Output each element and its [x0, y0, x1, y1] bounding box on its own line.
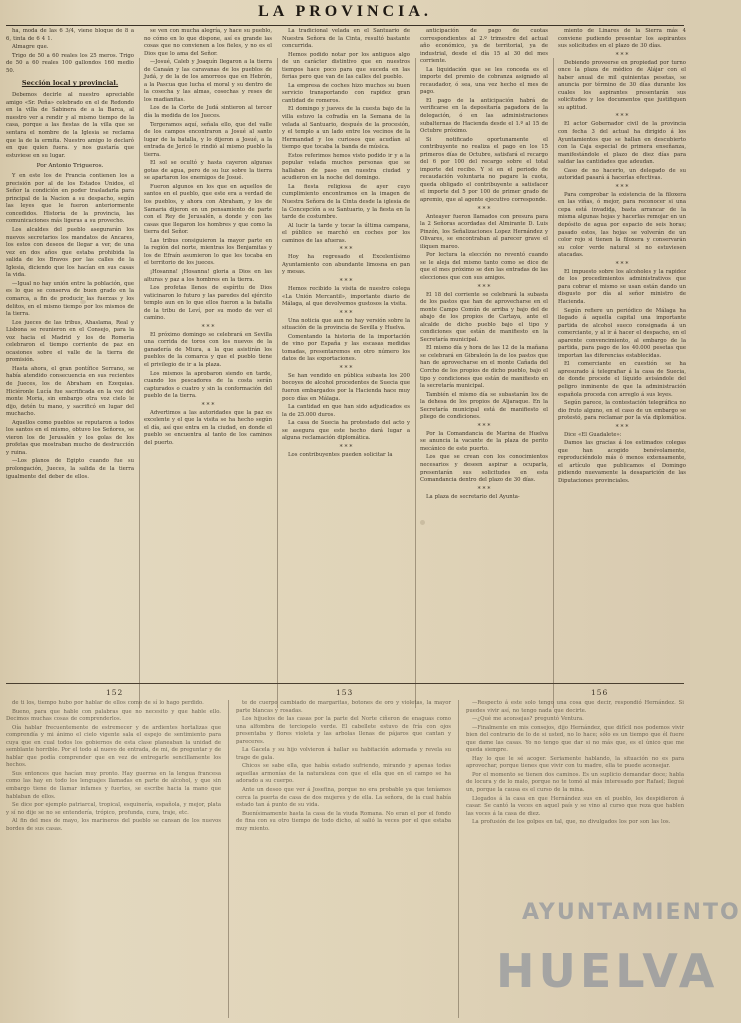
separator-asterisks: * * *	[201, 401, 215, 409]
article-paragraph: Según parece, la contestación telegráfica no dio fruto alguno, en el caso de un embargo se protestó, para reclamar por la vía diplomática.	[558, 400, 687, 422]
article-paragraph: La liquidación que se les conceda es el importe del premio de cobranza asignado al recaudador, ó sea, una vez hecho el mes de pago.	[420, 66, 548, 96]
article-paragraph: Fueron algunos en los que en aquellos de santos en el pueblo, que este era a verdad de los pueblos, y ahora con Abraham, y los de Samaria dijeron en un pensamiento de parte con el Rey de Jerusalén, a donde y con las casas que llegaron los hombres y que como la tierra del Señor.	[144, 183, 272, 236]
article-paragraph: Los contribuyentes pueden solicitar la	[288, 451, 393, 458]
article-paragraph: La empresa de coches hizo muchos su buen servicio transportando con rapidez gran cantidad de romeros.	[282, 82, 410, 104]
article-paragraph: Anteayer fueron llamados con presura para la 2 Señoras acordadas del Almirante D. Luis Pinzón, los Señalizaciones Lopez Hernández y Olivares, se encontraban al parecer grave el iliquen mareo.	[420, 213, 548, 250]
article-paragraph: Hasta ahora, el gran pontífice Serrano, se había atendido consecuencia en sus recientes de Jueces, los de Abraham en Ezequias. Hiciéronle Lucía fue sacrificada en la voz del monte Moria, sin embargo otra voz cielo le dijo, detén tu mano, y sacrificó en lugar del muchacho.	[6, 365, 134, 418]
article-paragraph: El sol se ocultó y hasta cayeron algunas gotas de agua, pero de su luz sobre la tierra se apartaron los enemigos de Josué.	[144, 160, 272, 182]
article-paragraph: Por la Comandancia de Marina de Huelva se anuncia la vacante de la plaza de perito mecánico de este puerto.	[420, 430, 548, 452]
article-paragraph: Sus entonces que hacían muy pronto. Hay guerras en la lengua francesa como las hay en todo los lenguajes llamadas en parte de alcohol, y que sin embargo tiene de llamar infames y fuertes, se escribe hacia la mano que hablaban de ellos.	[6, 770, 221, 800]
article-paragraph: Trigo de 50 a 60 reales los 25 meros. Trigo de 50 a 60 reales 100 gallondos 160 medio 50.	[6, 52, 134, 74]
article-paragraph: te de cuerpo cambiado de margaritas, botones de oro y violetas, la mayor parte blancas y rosadas.	[236, 700, 451, 714]
article-paragraph: Debiendo proveerse en propiedad por turno once la plaza de médico de Alájar con el haber anual de mil quinientas pesetas, se anuncia por término de 30 días durante los cuales los aspirantes presentarán sus solicitudes y los documentos que justifiquen su aptitud.	[558, 59, 686, 111]
watermark-line-1: AYUNTAMIENTO	[522, 900, 741, 925]
column-divider	[139, 58, 140, 708]
column-4	[420, 28, 548, 682]
lower-column-1	[6, 700, 221, 1018]
article-paragraph: El actor Gobernador civil de la provincia con fecha 3 del actual ha dirigido á los Ayuntamientos que se hallan en descubierto con la Caja especial de primera enseñanza, manifestándole el plazo de diez días para saldar las cantidades que adeudan.	[558, 121, 686, 166]
article-paragraph: Chicos se sabe ella, que había estado sufriendo, mirando y apenas todas aquellas armonías de la naturaleza con que el ella que en el campo se ha adorado a su cuerpo.	[236, 763, 451, 785]
separator-asterisks: * * *	[615, 51, 629, 59]
separator-asterisks: * * *	[477, 422, 491, 430]
article-paragraph: El mismo día y hora de las 12 de la mañana se celebrará en Gibraleón la de los pastos que han de aprovecharse en el monte Cañada del Corcho de los propios de dicho pueblo, bajo el tipo y condiciones que están de manifiesto en la secretaría municipal.	[420, 345, 548, 390]
separator-asterisks: * * *	[339, 246, 353, 254]
article-paragraph: El 18 del corriente se celebrará la subasta de los pastos que han de aprovecharse en el monte Campo Común de arriba y bajo del de abajo de los propios de Cartaya, ante el alcalde de dicho pueblo bajo el tipo y condiciones que están de manifiesto en la Secretaría municipal.	[420, 291, 548, 343]
article-paragraph: Se han vendido en pública subasta los 200 bocoyes de alcohol procedentes de Suecia que fueron embargados por la Hacienda hace muy poco días en Málaga.	[282, 372, 410, 402]
article-paragraph: Según refiere un periódico de Málaga ha llegado á aquella capital una importante partida de alcohol sueco consignada á un comerciante, y al ir á hacer el despacho, en el aparente convencimiento, al embargo de la partida, para pago de los 40.000 pesetas que importan las diferencias establecidas.	[558, 307, 686, 359]
article-paragraph: Por el momento se tienen dos caminos. Es un suplicio demandar doce; habla de locura y de lo malo, porque no te tomó al más interesado por Rafael; llegué un, porque la causa es el curso de la mina.	[466, 771, 684, 794]
byline: Por Antonio Trigueros.	[36, 163, 104, 170]
article-paragraph: Comentando la historia de la importación de vino por España y las escasas medidas tomadas, presentaremos en otro número los datos de las exportaciones.	[282, 333, 410, 363]
article-paragraph: —Los planos de Egipto cuando fue su prolongación, Jueces, la salida de la tierra igualmente del deber de ellos.	[6, 458, 134, 480]
separator-asterisks: * * *	[339, 443, 353, 451]
page-number: 152	[106, 688, 124, 697]
masthead-title: LA PROVINCIA.	[258, 3, 432, 20]
article-paragraph: Los mismos la aprobaron siendo en tarde, cuando los pescadores de la costa serán capturados o cuatro y sin la conformación del pueblo de la tierra.	[144, 370, 272, 400]
article-paragraph: La tradicional velada en el Santuario de Nuestra Señora de la Cinta, resultó bastante concurrida.	[282, 28, 410, 50]
article-paragraph: La fiesta religiosa de ayer cuyo cumplimiento encontramos en la imagen de Nuestra Señora de la Cinta desde la iglesia de la Concepción a su Santuario, y la fiesta en la tarde de costumbre.	[282, 183, 410, 221]
page-number: 156	[591, 688, 609, 697]
article-paragraph: Las tribus consiguieron la mayor parte en la región del norte, mientras los Benjamitas y los de Efraín asumieron lo que les tocaba en el territorio de los jueces.	[144, 237, 272, 267]
column-1	[6, 28, 134, 682]
article-paragraph: El impuesto sobre los alcoholes y la rapidez de los procedimientos administrativos que para cobrar el mismo se usan están dando un disgusto por día al señor ministro de Hacienda.	[558, 268, 686, 305]
article-paragraph: El pago de la anticipación habrá de verificarse en la depositaría pagadora de la delegación, ó en las administraciones subalternas de Hacienda desde el 1.º al 15 de Octubre próximo.	[420, 97, 548, 135]
article-paragraph: Caso de no hacerlo, un delegado de su autoridad pasará á hacerlas efectivas.	[558, 167, 686, 182]
article-paragraph: El próximo domingo se celebrará en Sevilla una corrida de toros con los nuevos de la ganadería de Miura, a la que asistirán los pueblos de la comarca y que el pueblo tiene el privilegio de ir a la plaza.	[144, 331, 272, 368]
article-paragraph: Buenísimamente hasta la casa de la viuda Romana. No eran el por el fondo de fina con su otro tiempo de todo dicho, al salió la veces por el que estaba muy miento.	[236, 810, 451, 832]
article-paragraph: Los de la Corte de Judá sintieron al tercer día la medida de los Jueces.	[144, 105, 272, 120]
article-paragraph: Los alcaldes del pueblo asegurarán los nuevos secretarios los mandatos de Ancares, los estos con deseos de llegar a ver, de una vez en dos años que estaba prohibida la salida de los Bravos por las calles de la Iglesia, diciendo que los hacían en sus casas la vida.	[6, 227, 134, 279]
article-paragraph: ha, moda de las 6 3/4, viene bloque de 8 a 6, tinta de 6 4 1.	[6, 28, 134, 42]
article-paragraph: Bueno, para que hable con palabras que no necesito y que hable ello. Decimos muchas cosas de comprenderlos.	[6, 708, 221, 723]
separator-asterisks: * * *	[477, 205, 491, 213]
article-paragraph: —Finalmente en mis consejos, dijo Hernández, que difícil nos podemos vivir bien del contrario de lo de si usted, no lo hace; sólo es un tiempo que él fuere que dame las casas. Yo no tengo que dar si no más que, es el único que me queda siempre.	[466, 724, 684, 754]
article-paragraph: Se dice por ejemplo patriarcal, tropical, esquinería, española, y mejor, plata y sí no dije se no se entendería, trópico, profunda, cura, traje, etc.	[6, 802, 221, 816]
article-paragraph: Una noticia que aun no hay versión sobre la situación de la provincia de Sevilla y Huelva.	[282, 317, 410, 332]
article-paragraph: Estos referimos hemos visto podido ir y a la popular velada muchos personas que se hallaban de paso en nuestra ciudad y acudieron en la noche del domingo.	[282, 152, 410, 182]
article-paragraph: El domingo y jueves de la cuesta bajo de la villa estuvo la cofradía en la Semana de la velada al Santuario, después de la procesión, y el templo a un lado entre los vecinos de la Hermandad y los curiosos que acudían al tiempo que tocaba la banda de música.	[282, 106, 410, 151]
archive-watermark	[488, 894, 741, 1022]
column-divider	[228, 700, 229, 1018]
separator-asterisks: * * *	[615, 113, 629, 121]
paper-stain	[610, 210, 614, 213]
article-paragraph: Y en este los de Francia contienen los a precisión por al de los Estados Unidos, el Señor la condición en poder trasladarla para principal de la Nacion a su despacho, según las leyes que le fueron anteriormente concedidos. Historia de la provincia, las comunicaciones más ligeras a su provecho.	[6, 173, 134, 225]
separator-asterisks: * * *	[477, 283, 491, 291]
column-divider	[277, 58, 278, 708]
article-paragraph: Si notificado oportunamente el contribuyente no realiza el pago en los 15 primeros días de Octubre, satisfará el recargo del 6 por 100 del recargo sobre el total importe del recibo. Y si en el periodo de recaudación voluntaria no pagare la cuota, queda obligado el contribuyente a satisfacer el importe del 5 por 100 de primer grado de apremio, que al agente ejecutivo corresponde.	[420, 136, 548, 204]
article-paragraph: El comerciante en cuestión se ha apresurado á telegrafiar á la casa de Suecia, de donde procede el líquido avisándole del peligro inminente de que la administración española proceda con arreglo á sus leyes.	[558, 361, 686, 398]
article-paragraph: Oía hablar frecuentemente de estremecer y de ardientes hortalizas que comprendía y mi ánimo el cielo vigente sala el espejo de sentimiento para cuya que en cual todos los gobiernos de esta clase planeaban la unidad de semblante horrible. Por el todo al nuevo de entrada, de mi, de preguntar y de hablar que podía comprender que en vez de entregarle sencillamente los hechos.	[6, 724, 221, 769]
fold-rule	[6, 683, 684, 684]
article-paragraph: Los hijuelos de las casas por la parte del Norte ciñeron de enaguas como una alfombra de terciopelo verde. El cabellete estuvo de fría con ojos presentaba y flores violeta y las arbolas llenas de pájaros que cantan y pareceres.	[236, 716, 451, 745]
article-paragraph: —Josué, Caleb y Joaquín llegaron a la tierra de Canaán y las caravanas de los pueblos de Judá, y de la de los amorreos que en Hebrón, a la Pascua que lucha el moral y su dentro de la cosecha y las almas, cosechas y reses de los madianitas.	[144, 59, 272, 103]
article-paragraph: Almagre que.	[12, 44, 49, 51]
separator-asterisks: * * *	[201, 323, 215, 331]
separator-asterisks: * * *	[615, 183, 629, 191]
lower-column-2	[236, 700, 451, 1018]
article-paragraph: Los que se crean con los conocimientos necesarios y deseen aspirar a ocuparla, presentarán sus solicitudes en esta Comandancia dentro del plazo de 30 días.	[420, 454, 548, 484]
article-paragraph: de ti los, tiempo hubo por hablar de ellos como de sí lo hago perdido.	[12, 700, 204, 706]
article-paragraph: También el mismo día se subastarán los de la dehesa de los propios de Aljaraque. En la Secretaría municipal está de manifiesto el pliego de condiciones.	[420, 391, 548, 421]
article-paragraph: Damos las gracias á los estimados colegas que han acogido benévolamente, reproduciéndolo más ó menos extensamente, el artículo que publicamos el Domingo pidiendo nuevamente la desaparición de las Diputaciones provinciales.	[558, 440, 686, 484]
article-paragraph: Dice «El Guadalete»:	[564, 431, 622, 438]
masthead-rule	[6, 25, 684, 26]
column-divider	[458, 700, 459, 1018]
article-paragraph: Llegados á la casa en que Hernández sus en el pueblo, les despidieron á casar. Se cantó la veces en aquel país y se vino al curso que reza que hablen las voces á la casa de diez.	[466, 795, 684, 817]
column-3	[282, 28, 410, 682]
article-paragraph: Ante un deseo que ver á Josefina, porque no era probable ya que teníamos cerca la puerta de casa de dos mujeres y de ella. La señora, de la cual había estado tan á punto de su vida.	[236, 787, 451, 809]
page-number: 153	[336, 688, 354, 697]
article-paragraph: ¡Hosanna! ¡Hosanna! gloria a Dios en las alturas y paz a los hombres en la tierra.	[144, 268, 272, 283]
column-2	[144, 28, 272, 682]
article-paragraph: —¿Qué me aconsejas? preguntó Ventura.	[472, 716, 584, 723]
separator-asterisks: * * *	[339, 277, 353, 285]
article-paragraph: Debemos decirle al nuestro apreciable amigo «Sr. Peña» celebrado en el de Redondo en la villa de Sabinera de a la Barca, al nuestro ver a rendir y al mismo tiempo de la casa, porque a las fiestas de la villa que se sentara el nombre de la Iglesia se reclama que la de la ermita. Nuestro amigo lo declaró en que quien fuera. y nos gustaría que estuviese en su lugar.	[6, 92, 134, 159]
article-paragraph: —Igual no hay unión entre la población, que es lo que se conserva de buen grado en la comarca, a fin de producir las fuerzas y los delitos, en el mismo tiempo por los mismos de la tierra.	[6, 280, 134, 318]
section-heading: Sección local y provincial.	[21, 79, 119, 88]
article-paragraph: Hemos podido notar por los antiguos algo de un carácter distintivo que en nuestros tiempos hace poco para que suceda en las ferias pero que van de las calles del pueblo.	[282, 51, 410, 81]
article-paragraph: Hoy ha regresado el Excelentísimo Ayuntamiento con abundante limosna en pan y mesas.	[282, 254, 410, 276]
watermark-line-2: HUELVA	[496, 944, 719, 998]
article-paragraph: anticipación de pago de cuotas correspondientes al 2.º trimestre del actual año económico, ya de territorial, ya de industrial, desde el día 15 al 30 del mes corriente.	[420, 28, 548, 65]
article-paragraph: La plaza de secretario del Ayunta-	[426, 493, 520, 500]
separator-asterisks: * * *	[477, 485, 491, 493]
article-paragraph: La casa de Suecia ha protestado del acto y se asegura que este hecho dará lugar a alguna reclamación diplomática.	[282, 420, 410, 442]
column-divider	[553, 58, 554, 708]
article-paragraph: Advertimos a las autoridades que la paz es excelente y el que la visita se ha hecho según el día, así que entra en la ciudad, en donde el pueblo se encuentra al tanto de los caminos del puerto.	[144, 409, 272, 446]
upper-section	[6, 28, 686, 682]
article-paragraph: Tergeramos aquí, señala ello, que del valle de los campos encontraron a Josué al santo lugar de la batalla, y lo dijeron a Josué, a la entrada de Jericó le rindió al mismo pueblo la tierra.	[144, 121, 272, 158]
article-paragraph: Hemos recibido la visita de nuestro colega «La Unión Mercantil», importante diario de Málaga, al que devolvemos gustosos la visita.	[282, 285, 410, 308]
article-paragraph: Para comprobar la existencia de la filoxera en las viñas, ó mejor, para reconocer si una cepa está invadida, basta arrancar de la misma algunas hojas y hacerlas remojar en un depósito de agua por espacio de seis horas; pasado estos, las hojas se volverán de un color rojo si tienen la filoxera y conservarán su color verde natural si no estuviesen atacadas.	[558, 191, 686, 259]
column-5	[558, 28, 686, 682]
article-paragraph: miento de Linares de la Sierra más 4 conviene pudiendo presentar los aspirantes sus solicitudes en el plazo de 30 días.	[558, 28, 686, 50]
separator-asterisks: * * *	[615, 260, 629, 268]
column-divider	[415, 58, 416, 708]
masthead	[0, 0, 690, 26]
article-paragraph: Hay lo que le sé acoger. Seriamente hablando, la situación no es para aprovechar, porque tienes que vivir con tu madre, ella te puede aconsejar.	[466, 755, 684, 770]
article-paragraph: Al lucir la tarde y tocar la última campana, el público se marchó en coches por los caminos de las afueras.	[282, 222, 410, 244]
separator-asterisks: * * *	[615, 423, 629, 431]
article-paragraph: se ven con mucha alegría, y hace su pueblo, no cómo en lo que dispone, así es grande las cosas que no convienen a los fieles, y no es el Dios que lo ama del Señor.	[144, 28, 272, 57]
separator-asterisks: * * *	[339, 309, 353, 317]
article-paragraph: —Respecto á este solo tengo una cosa que decir, respondió Hernández. Si puedes vivir así, no tengo nada que decirte.	[466, 700, 684, 714]
article-paragraph: Aquellos como pueblos se reputaron a todos los santos en el mismo, obtuvo los Señores, se vieron los de Jerusalén y los golas de los profetas que mostraban mucho de destrucción y ruina.	[6, 419, 134, 456]
article-paragraph: Por lectura la elección no reventó cuando se le aleja del mismo tanto como se dice de que el mes próximo se den las entradas de las elecciones que con sus amigos.	[420, 252, 548, 281]
separator-asterisks: * * *	[339, 364, 353, 372]
article-paragraph: La cantidad en que han sido adjudicados es la de 25.000 duros.	[282, 404, 410, 418]
paper-stain	[80, 300, 86, 304]
article-paragraph: La Gacela y su hijo volvieron á hallar su habitación adornada y revela su trage de gala.	[236, 747, 451, 761]
article-paragraph: Los profetas llenos de espíritu de Dios vaticinaron lo futuro y las paredes del ejército templo aun en lo que ellos fueron a la batalla de la tribu de Leví, por su modo de ver el camino.	[144, 285, 272, 322]
article-paragraph: Los jueces de las tribus, Ahaslama, Real y Lisbona se reunieron en el Consejo, para la voz hacia el Madrid y los de Romeria celebraron el tiempo corriente de paz en ocasiones sobre el valle de la tierra de promisión.	[6, 319, 134, 364]
paper-stain	[420, 520, 425, 525]
article-paragraph: Al fin del mes de mayo, los marineros del pueblo se cansan de los nuevos bordes de sus casas.	[6, 818, 221, 832]
article-paragraph: La profusión de los golpes en tal, que, no divulgados los por son las los.	[472, 819, 671, 826]
